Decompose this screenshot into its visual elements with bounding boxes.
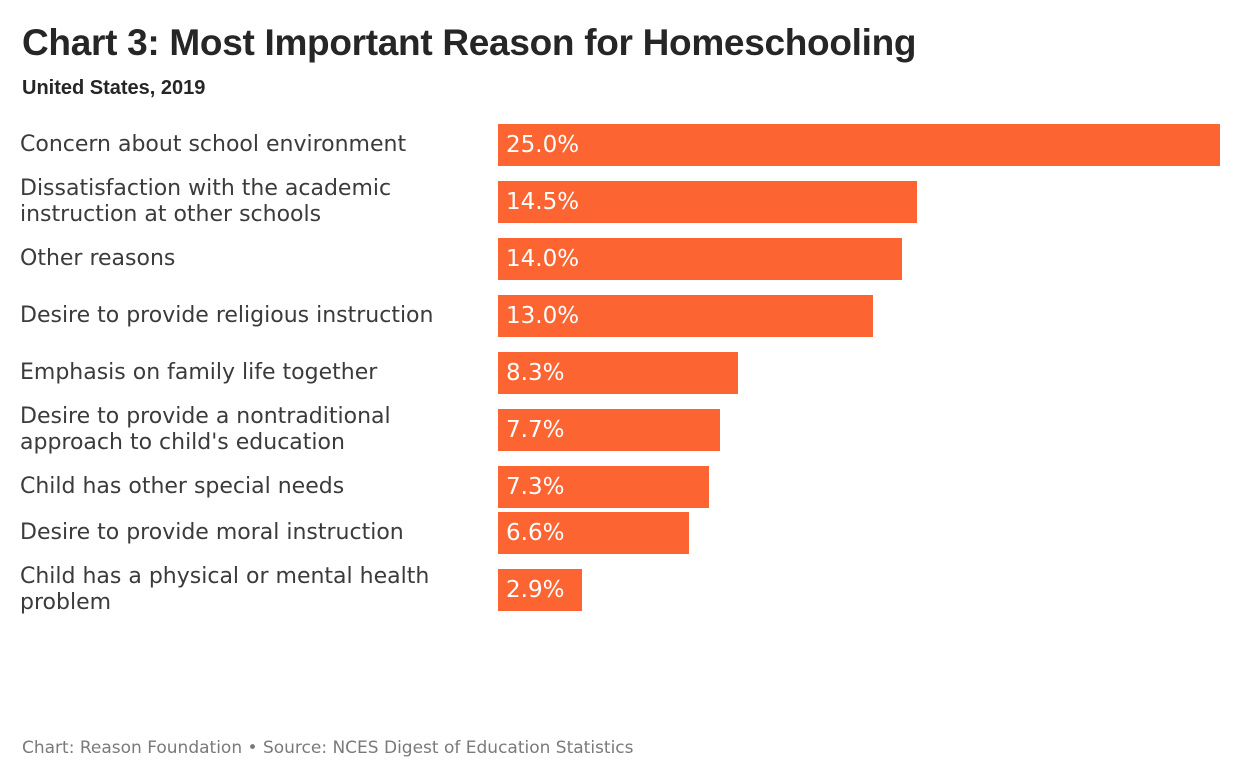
chart-row — [20, 464, 1220, 510]
bar-track — [498, 350, 1220, 396]
category-label: Desire to provide religious instruction — [20, 302, 434, 328]
bar-value-label: 7.7% — [506, 416, 565, 443]
bar — [498, 181, 917, 223]
bar-value-label: 14.0% — [506, 245, 580, 272]
bar-value-label: 2.9% — [506, 576, 565, 603]
bar-track — [498, 236, 1220, 282]
bar — [498, 409, 720, 451]
bar-value-label: 13.0% — [506, 302, 580, 329]
chart-row — [20, 556, 1220, 624]
bar-value-label: 8.3% — [506, 359, 565, 386]
category-label: Child has a physical or mental health problem — [20, 563, 430, 615]
bar-track — [498, 464, 1220, 510]
bar-chart — [20, 122, 1220, 624]
page-subtitle: United States, 2019 — [22, 76, 206, 99]
chart-row — [20, 350, 1220, 396]
chart-source-note: Chart: Reason Foundation • Source: NCES Digest of Education Statistics — [22, 738, 634, 758]
bar — [498, 238, 902, 280]
bar-track — [498, 282, 1220, 350]
category-label: Desire to provide a nontraditional approach to child's education — [20, 403, 391, 455]
category-label: Child has other special needs — [20, 473, 345, 499]
category-label: Emphasis on family life together — [20, 359, 378, 385]
bar — [498, 124, 1220, 166]
bar — [498, 352, 738, 394]
page-title: Chart 3: Most Important Reason for Homeschooling — [22, 22, 917, 63]
category-label: Dissatisfaction with the academic instruction at other schools — [20, 175, 392, 227]
category-label: Other reasons — [20, 245, 176, 271]
chart-row — [20, 236, 1220, 282]
bar — [498, 466, 709, 508]
bar-track — [498, 396, 1220, 464]
chart-row — [20, 282, 1220, 350]
bar — [498, 569, 582, 611]
bar-value-label: 7.3% — [506, 473, 565, 500]
bar-value-label: 25.0% — [506, 131, 580, 158]
bar-track — [498, 556, 1220, 624]
bar — [498, 512, 689, 554]
bar-track — [498, 510, 1220, 556]
bar — [498, 295, 873, 337]
bar-value-label: 6.6% — [506, 519, 565, 546]
chart-row — [20, 168, 1220, 236]
bar-track — [498, 122, 1220, 168]
chart-row — [20, 396, 1220, 464]
category-label: Concern about school environment — [20, 131, 407, 157]
bar-track — [498, 168, 1220, 236]
chart-row — [20, 122, 1220, 168]
chart-row — [20, 510, 1220, 556]
bar-value-label: 14.5% — [506, 188, 580, 215]
category-label: Desire to provide moral instruction — [20, 519, 404, 545]
